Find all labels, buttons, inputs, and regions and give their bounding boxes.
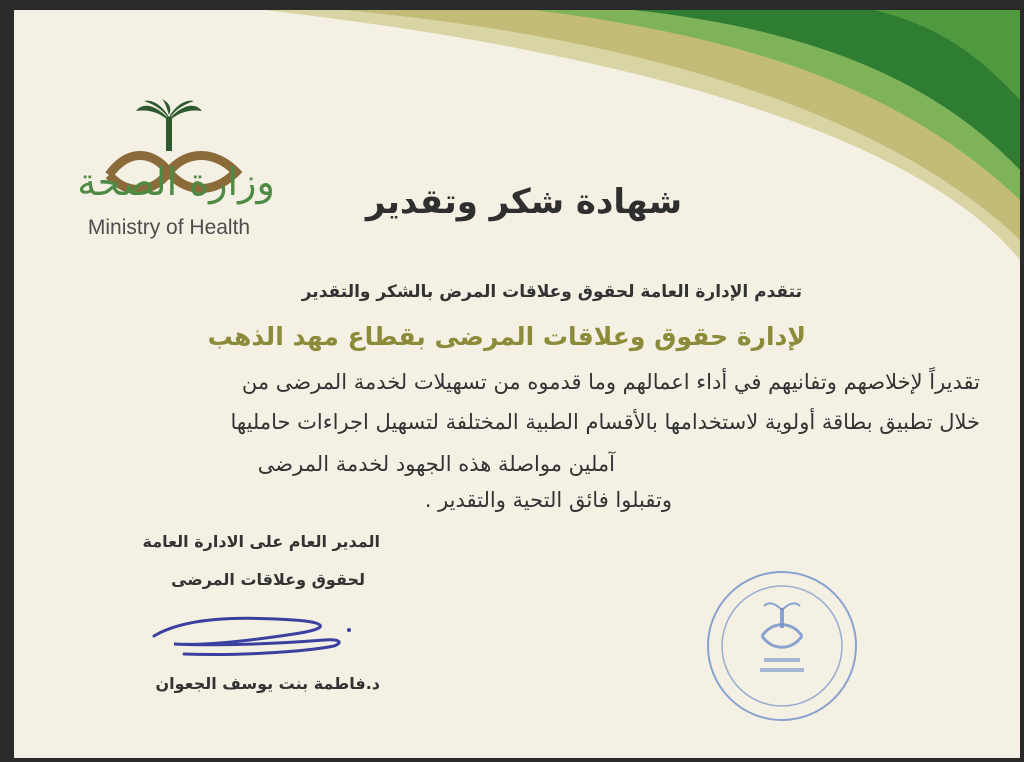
signatory-title-line-1: المدير العام على الادارة العامة (142, 532, 380, 551)
ministry-name-arabic: وزارة الصحة (77, 160, 275, 204)
ministry-name-english: Ministry of Health (87, 216, 251, 239)
certificate-body-line-3: آملين مواصلة هذه الجهود لخدمة المرضى (257, 452, 615, 476)
handwritten-signature (144, 606, 364, 666)
certificate-title: شهادة شكر وتقدير (365, 182, 683, 222)
certificate-recipient: لإدارة حقوق وعلاقات المرضى بقطاع مهد الذهب (207, 322, 806, 351)
certificate-body-line-2: خلال تطبيق بطاقة أولوية لاستخدامها بالأقسام الطبية المختلفة لتسهيل اجراءات حامليها (230, 410, 980, 434)
certificate-intro: تتقدم الإدارة العامة لحقوق وعلاقات المرض بالشكر والتقدير (301, 282, 802, 302)
certificate-closing: وتقبلوا فائق التحية والتقدير . (424, 488, 672, 512)
certificate-body-line-1: تقديراً لإخلاصهم وتفانيهم في أداء اعمالهم وما قدموه من تسهيلات لخدمة المرضى من (241, 370, 980, 394)
official-stamp (702, 566, 862, 726)
signatory-name: د.فاطمة بنت يوسف الجعوان (155, 674, 380, 693)
signatory-title-line-2: لحقوق وعلاقات المرضى (171, 570, 365, 589)
certificate-sheet (14, 10, 1020, 758)
